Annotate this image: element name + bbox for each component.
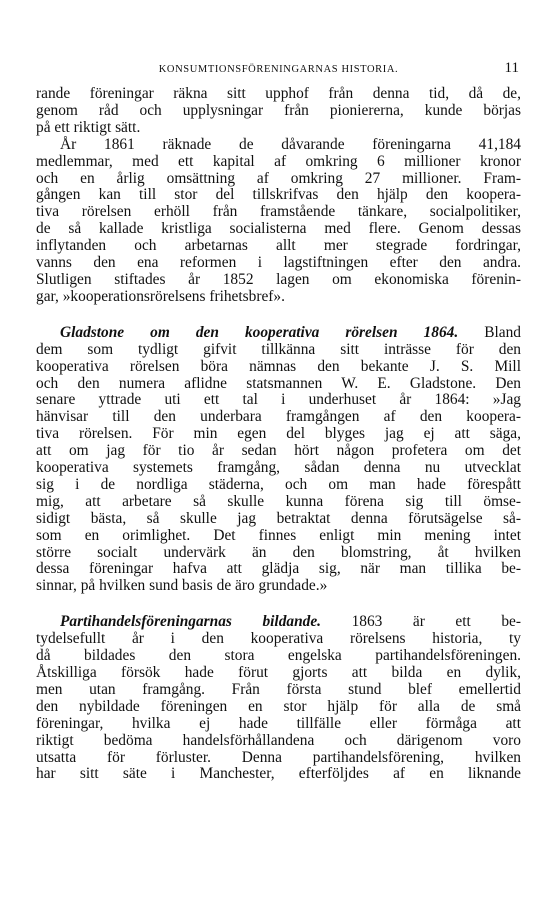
text-line: den nybildade föreningen en stor hjälp för alla de små [36, 697, 521, 715]
text-line [36, 325, 521, 342]
text-line: tiva rörelsen erhöll från framstående tänkare, socialpolitiker, [36, 203, 521, 221]
text-line: genom råd och upplysningar från pioniererna, kunde börjas [36, 101, 521, 119]
text-line: hänvisar till den underbara framgången af den koopera- [36, 408, 521, 426]
page-number: 11 [504, 60, 519, 76]
text-line: mig, att arbetare så skulle kunna förena sig till ömse- [36, 492, 521, 510]
paragraph-continuation [36, 86, 521, 137]
text-line: senare yttrade uti ett tal i underhuset år 1864: »Jag [36, 391, 521, 409]
text-line: medlemmar, med ett kapital af omkring 6 millioner kronor [36, 152, 521, 170]
text-line: Slutligen stiftades år 1852 lagen om ekonomiska förenin- [36, 270, 521, 288]
text-line: tydelsefullt år i den kooperativa rörelsens historia, ty [36, 630, 521, 648]
text-line: vanns den ena reformen i lagstiftningen efter den andra. [36, 254, 521, 272]
text-run: Bland [484, 323, 521, 341]
text-line [36, 614, 521, 631]
text-line: och en årlig omsättning af omkring 27 millioner. Fram- [36, 169, 521, 187]
text-line: då bildades den stora engelska partihandelsföreningen. [36, 647, 521, 665]
text-line: föreningar, hvilka ej hade tillfälle eller förmåga att [36, 714, 521, 732]
paragraph-gladstone [36, 325, 521, 596]
text-line: men utan framgång. Från första stund blef emellertid [36, 680, 521, 698]
paragraph-1861 [36, 137, 521, 306]
text-line: dessa föreningar hafva att glädja sig, när man tillika be- [36, 560, 521, 578]
text-line: sinnar, på hvilken sund basis de äro grundade.» [36, 577, 328, 595]
text-line: sidigt bästa, så skulle jag betraktat denna förutsägelse så- [36, 509, 521, 527]
book-page [36, 58, 521, 783]
text-line: sig i de nordliga städerna, och om man hade förespått [36, 475, 521, 493]
text-line: att om jag för tio år sedan hört någon profetera om det [36, 442, 521, 460]
text-line: gången kan till stor del tillskrifvas den hjälp den koopera- [36, 186, 521, 204]
text-line: och den numera aflidne statsmannen W. E. Gladstone. Den [36, 374, 521, 392]
running-title: KONSUMTIONSFÖRENINGARNAS HISTORIA. [158, 64, 399, 75]
text-line: som en orimlighet. Det finnes enligt min mening intet [36, 526, 521, 544]
text-line: kooperativa rörelsen böra nämnas den bekante J. S. Mill [36, 357, 521, 375]
text-line: har sitt säte i Manchester, efterföljdes af en liknande [36, 765, 521, 783]
text-line: kooperativa systemets framgång, sådan denna nu utvecklat [36, 459, 521, 477]
section-heading: Gladstone om den kooperativa rörelsen 1864. [60, 323, 459, 341]
text-line: på ett riktigt sätt. [36, 118, 141, 136]
text-line: riktigt bedöma handelsförhållandena och därigenom voro [36, 731, 521, 749]
text-line: de så kallade kristliga socialisterna med flere. Genom dessas [36, 220, 521, 238]
text-line: utsatta för förluster. Denna partihandelsförening, hvilken [36, 748, 521, 766]
text-line: År 1861 räknade de dåvarande föreningarna 41,184 [60, 135, 521, 153]
text-line: dem som tydligt gifvit tillkänna sitt inträsse för den [36, 340, 521, 358]
running-header [36, 58, 521, 80]
text-line: större socialt undervärk än den blomstring, åt hvilken [36, 543, 521, 561]
text-line: rande föreningar räkna sitt upphof från denna tid, då de, [36, 85, 521, 102]
paragraph-partihandel [36, 614, 521, 783]
text-line: tiva rörelsen. För min egen del blyges jag ej att säga, [36, 425, 521, 443]
text-run: 1863 är ett be- [351, 613, 521, 631]
text-line: inflytanden och arbetarnas allt mer stegrade fordringar, [36, 237, 521, 255]
text-line: gar, »kooperationsrörelsens frihetsbref». [36, 287, 285, 305]
text-line: Åtskilliga försök hade förut gjorts att bilda en dylik, [36, 664, 521, 681]
section-heading: Partihandelsföreningarnas bildande. [60, 613, 322, 631]
